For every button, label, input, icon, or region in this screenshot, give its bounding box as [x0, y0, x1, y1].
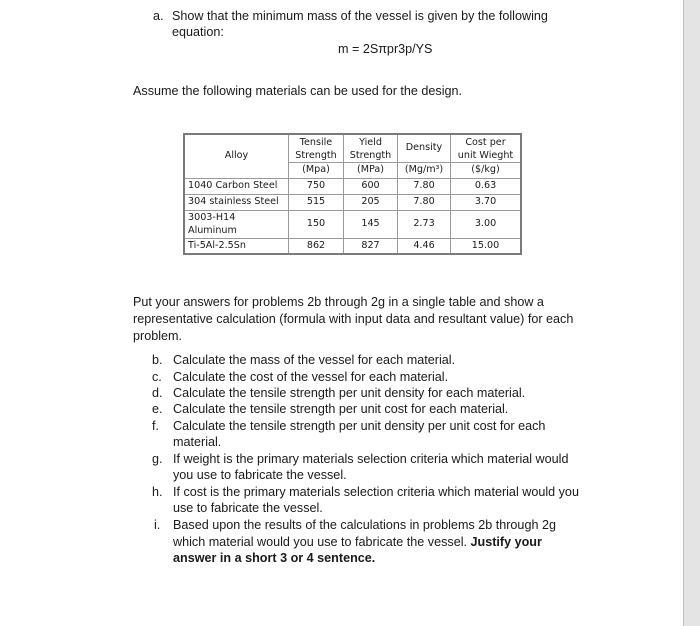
problem-h-label: h.	[152, 485, 163, 499]
header-tensile-line-2: Strength	[295, 149, 337, 161]
problem-g-label: g.	[152, 452, 163, 466]
instructions-line-1: Put your answers for problems 2b through 2g in a single table and show a	[133, 295, 544, 309]
cell-alloy-line-2: Aluminum	[188, 224, 237, 236]
problem-i-line-2	[173, 535, 542, 551]
unit-yield: (MPa)	[344, 163, 398, 179]
problem-g-line-1: If weight is the primary materials selection criteria which material would	[173, 452, 569, 466]
header-tensile	[289, 134, 344, 163]
table-header-row	[184, 134, 521, 163]
cell-alloy	[184, 211, 289, 239]
unit-density: (Mg/m³)	[398, 163, 451, 179]
problem-b-line-1: Calculate the mass of the vessel for each material.	[173, 353, 456, 367]
problem-f-line-2: material.	[173, 435, 222, 449]
table-row	[184, 195, 521, 211]
header-density: Density	[398, 134, 451, 163]
cell-alloy: Ti-5Al-2.5Sn	[184, 239, 289, 255]
cell-density: 2.73	[398, 211, 451, 239]
cell-cost: 0.63	[451, 179, 522, 195]
problem-c-line-1: Calculate the cost of the vessel for each material.	[173, 370, 449, 384]
cell-alloy: 1040 Carbon Steel	[184, 179, 289, 195]
problem-i-line-2-text: which material would you use to fabricate the vessel.	[173, 535, 471, 549]
unit-cost: ($/kg)	[451, 163, 522, 179]
cell-alloy-line-1: 3003-H14	[188, 212, 236, 223]
assume-text: Assume the following materials can be used for the design.	[133, 84, 463, 98]
problem-i-bold-1: Justify your	[470, 535, 542, 549]
header-yield	[344, 134, 398, 163]
cell-tensile: 862	[289, 239, 344, 255]
part-a-line-1: Show that the minimum mass of the vessel is given by the following	[172, 9, 548, 23]
equation: m = 2Sπpr3p/YS	[338, 42, 433, 56]
header-alloy: Alloy	[184, 134, 289, 179]
cell-tensile: 750	[289, 179, 344, 195]
table-row	[184, 179, 521, 195]
problem-h-line-2: use to fabricate the vessel.	[173, 501, 323, 515]
problem-g-line-2: you use to fabricate the vessel.	[173, 468, 347, 482]
part-a-line-2: equation:	[172, 25, 224, 39]
header-cost-line-2: unit Wieght	[457, 149, 514, 161]
cell-cost: 3.00	[451, 211, 522, 239]
cell-alloy: 304 stainless Steel	[184, 195, 289, 211]
table-row	[184, 239, 521, 255]
cell-yield: 600	[344, 179, 398, 195]
problem-c-label: c.	[152, 370, 162, 384]
header-cost	[451, 134, 522, 163]
cell-density: 4.46	[398, 239, 451, 255]
problem-i-label: i.	[154, 518, 161, 532]
part-a-label: a.	[153, 9, 164, 23]
problem-d-line-1: Calculate the tensile strength per unit density for each material.	[173, 386, 526, 400]
problem-f-label: f.	[152, 419, 159, 433]
header-tensile-line-1: Tensile	[299, 137, 333, 148]
problem-h-line-1: If cost is the primary materials selection criteria which material would you	[173, 485, 579, 499]
header-cost-line-1: Cost per	[465, 137, 506, 148]
materials-table	[183, 133, 522, 255]
cell-density: 7.80	[398, 179, 451, 195]
problem-b-label: b.	[152, 353, 163, 367]
header-yield-line-2: Strength	[349, 149, 392, 161]
cell-tensile: 150	[289, 211, 344, 239]
cell-cost: 15.00	[451, 239, 522, 255]
instructions-line-2: representative calculation (formula with input data and resultant value) for each	[133, 312, 574, 326]
problem-i-line-1: Based upon the results of the calculations in problems 2b through 2g	[173, 518, 556, 532]
cell-yield: 827	[344, 239, 398, 255]
cell-tensile: 515	[289, 195, 344, 211]
header-yield-line-1: Yield	[359, 137, 382, 148]
problem-d-label: d.	[152, 386, 163, 400]
cell-yield: 145	[344, 211, 398, 239]
cell-cost: 3.70	[451, 195, 522, 211]
unit-tensile: (Mpa)	[289, 163, 344, 179]
cell-density: 7.80	[398, 195, 451, 211]
problem-f-line-1: Calculate the tensile strength per unit density per unit cost for each	[173, 419, 546, 433]
problem-e-label: e.	[152, 402, 163, 416]
problem-i-bold-2: answer in a short 3 or 4 sentence.	[173, 551, 376, 565]
problem-e-line-1: Calculate the tensile strength per unit cost for each material.	[173, 402, 509, 416]
cell-yield: 205	[344, 195, 398, 211]
table-row	[184, 211, 521, 239]
instructions-line-3: problem.	[133, 329, 182, 343]
